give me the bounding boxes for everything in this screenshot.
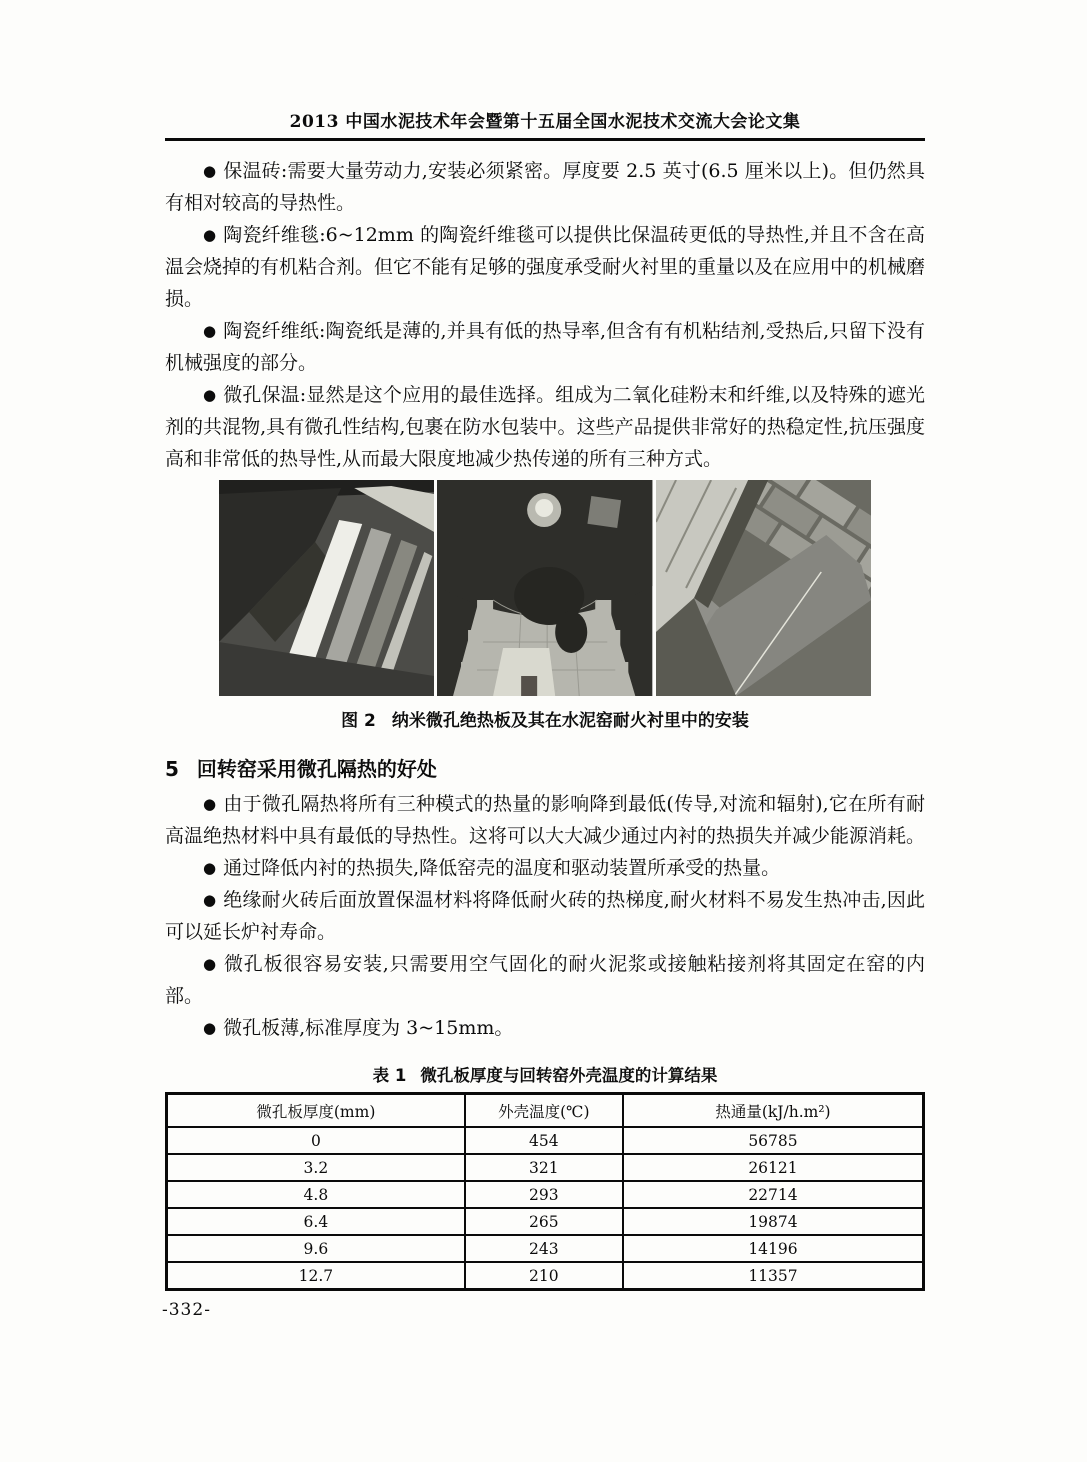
cell-thickness: 0	[167, 1127, 465, 1154]
paragraph-text: 由于微孔隔热将所有三种模式的热量的影响降到最低(传导,对流和辐射),它在所有耐高温绝热材料中具有最低的导热性。这将可以大大减少通过内衬的热损失并减少能源消耗。	[165, 793, 926, 847]
benefit-bullet-item	[165, 884, 925, 948]
material-bullet-item	[165, 315, 925, 379]
bullet-icon: ●	[203, 955, 217, 973]
paragraph-text: 陶瓷纤维毯:6~12mm 的陶瓷纤维毯可以提供比保温砖更低的导热性,并且不含在高温会烧掉的有机粘合剂。但它不能有足够的强度承受耐火衬里的重量以及在应用中的机械磨损。	[165, 224, 926, 310]
bullet-icon: ●	[203, 322, 217, 340]
paragraph-text: 微孔板很容易安装,只需要用空气固化的耐火泥浆或接触粘接剂将其固定在窑的内部。	[165, 953, 925, 1007]
cell-shell-temp: 243	[465, 1235, 623, 1262]
column-header-shell-temp: 外壳温度(℃)	[465, 1094, 623, 1128]
table-row	[167, 1127, 924, 1154]
table-row	[167, 1154, 924, 1181]
cell-thickness: 4.8	[167, 1181, 465, 1208]
section-title: 回转窑采用微孔隔热的好处	[196, 757, 437, 781]
cell-thickness: 3.2	[167, 1154, 465, 1181]
page-content	[165, 155, 925, 1291]
paragraph-text: 通过降低内衬的热损失,降低窑壳的温度和驱动装置所承受的热量。	[223, 857, 781, 879]
table-header-row	[167, 1094, 924, 1128]
cell-shell-temp: 293	[465, 1181, 623, 1208]
cell-heat-flux: 22714	[623, 1181, 924, 1208]
cell-shell-temp: 265	[465, 1208, 623, 1235]
cell-shell-temp: 454	[465, 1127, 623, 1154]
paragraph-text: 微孔板薄,标准厚度为 3~15mm。	[223, 1017, 514, 1039]
bullet-icon: ●	[203, 795, 217, 813]
bullet-icon: ●	[203, 891, 217, 909]
table-caption	[165, 1062, 925, 1086]
bullet-icon: ●	[203, 162, 217, 180]
cell-shell-temp: 210	[465, 1262, 623, 1290]
benefit-bullet-item	[165, 1012, 925, 1044]
benefit-bullet-item	[165, 788, 925, 852]
results-table	[165, 1092, 925, 1291]
paragraph-text: 微孔保温:显然是这个应用的最佳选择。组成为二氧化硅粉末和纤维,以及特殊的遮光剂的共混物,具有微孔性结构,包裹在防水包装中。这些产品提供非常好的热稳定性,抗压强度高和非常低的热导性,从而最大限度地减少热传递的所有三种方式。	[165, 384, 925, 470]
cell-heat-flux: 19874	[623, 1208, 924, 1235]
material-bullet-item	[165, 155, 925, 219]
cell-thickness: 12.7	[167, 1262, 465, 1290]
column-header-heat-flux: 热通量(kJ/h.m²)	[623, 1094, 924, 1128]
material-bullet-item	[165, 379, 925, 475]
table-label: 表 1	[372, 1066, 407, 1085]
paragraph-text: 绝缘耐火砖后面放置保温材料将降低耐火砖的热梯度,耐火材料不易发生热冲击,因此可以延长炉衬寿命。	[165, 889, 925, 943]
section-number: 5	[165, 757, 179, 781]
figure-2	[165, 480, 925, 731]
table-row	[167, 1181, 924, 1208]
bullet-icon: ●	[203, 226, 217, 244]
bullet-icon: ●	[203, 386, 217, 404]
paragraph-text: 保温砖:需要大量劳动力,安装必须紧密。厚度要 2.5 英寸(6.5 厘米以上)。但仍然具有相对较高的导热性。	[165, 160, 925, 214]
page-number: -332-	[162, 1300, 211, 1320]
figure-label: 图 2	[341, 711, 376, 731]
cell-thickness: 6.4	[167, 1208, 465, 1235]
figure-caption	[165, 706, 925, 731]
kiln-brick-lining-photo	[656, 480, 871, 696]
column-header-thickness: 微孔板厚度(mm)	[167, 1094, 465, 1128]
table-caption-text: 微孔板厚度与回转窑外壳温度的计算结果	[420, 1066, 718, 1085]
figure-photos	[219, 480, 871, 696]
cell-thickness: 9.6	[167, 1235, 465, 1262]
figure-caption-text: 纳米微孔绝热板及其在水泥窑耐火衬里中的安装	[391, 711, 749, 731]
table-row	[167, 1262, 924, 1290]
bullet-icon: ●	[203, 1019, 217, 1037]
kiln-interior-installation-photo	[437, 480, 652, 696]
cell-heat-flux: 14196	[623, 1235, 924, 1262]
table-row	[167, 1235, 924, 1262]
table-row	[167, 1208, 924, 1235]
header-rule	[165, 138, 925, 141]
section-5-heading	[165, 753, 925, 782]
cell-heat-flux: 11357	[623, 1262, 924, 1290]
cell-heat-flux: 26121	[623, 1154, 924, 1181]
bullet-icon: ●	[203, 859, 217, 877]
benefit-bullet-item	[165, 948, 925, 1012]
microporous-insulation-panels-photo	[219, 480, 434, 696]
paragraph-text: 陶瓷纤维纸:陶瓷纸是薄的,并具有低的热导率,但含有有机粘结剂,受热后,只留下没有机械强度的部分。	[165, 320, 925, 374]
cell-heat-flux: 56785	[623, 1127, 924, 1154]
material-bullet-item	[165, 219, 925, 315]
cell-shell-temp: 321	[465, 1154, 623, 1181]
benefit-bullet-item	[165, 852, 925, 884]
running-header: 2013 中国水泥技术年会暨第十五届全国水泥技术交流大会论文集	[289, 112, 801, 132]
